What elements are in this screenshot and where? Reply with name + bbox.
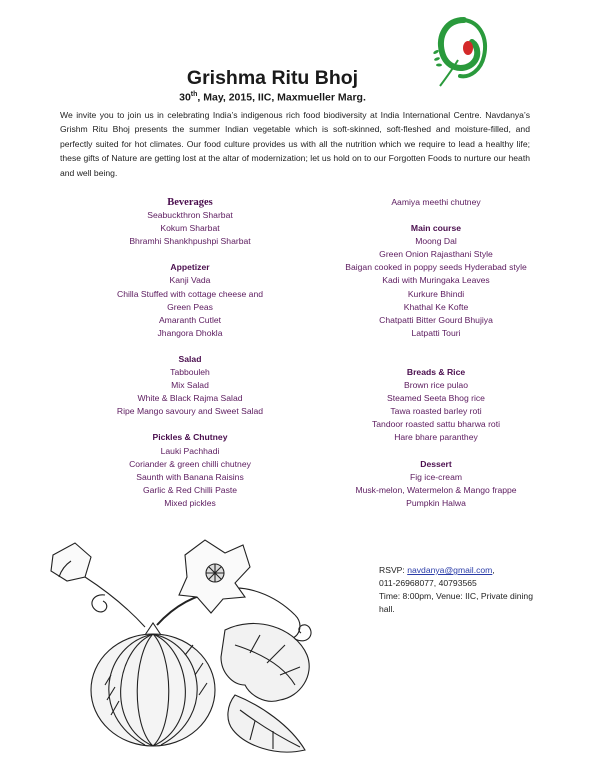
- menu-item: Aamiya meethi chutney: [391, 197, 481, 207]
- event-date-venue: 30th, May, 2015, IIC, Maxmueller Marg.: [179, 91, 366, 104]
- menu-item: Hare bhare paranthey: [394, 432, 478, 443]
- rsvp-phones: 011-26968077, 40793565: [379, 578, 477, 588]
- section-heading-main-course: Main course: [410, 223, 462, 234]
- menu-item: Chilla Stuffed with cottage cheese and: [116, 288, 264, 299]
- menu-item: Lauki Pachhadi: [160, 445, 220, 456]
- menu-item: Seabuckthron Sharbat: [147, 210, 233, 221]
- menu-item: Green Onion Rajasthani Style: [379, 249, 493, 260]
- menu-item: Mix Salad: [171, 380, 209, 391]
- menu-item: Fig ice-cream: [409, 471, 463, 482]
- menu-item: Tandoor roasted sattu bharwa roti: [371, 419, 501, 430]
- menu-item: Kurkure Bhindi: [407, 288, 465, 299]
- menu-item: Kokum Sharbat: [160, 223, 220, 234]
- menu-right-column: [318, 196, 554, 510]
- section-heading-breads-rice: Breads & Rice: [406, 366, 466, 377]
- menu-item: Tawa roasted barley roti: [390, 406, 482, 417]
- menu-item: Baigan cooked in poppy seeds Hyderabad style: [345, 262, 527, 273]
- menu-item: Kanji Vada: [169, 275, 211, 286]
- menu-item: White & Black Rajma Salad: [137, 393, 243, 404]
- pumpkin-flower-illustration-icon: [45, 535, 345, 765]
- menu-item: Pumpkin Halwa: [406, 497, 466, 508]
- menu-item: Brown rice pulao: [403, 380, 468, 391]
- menu-item: Amaranth Cutlet: [158, 314, 222, 325]
- intro-paragraph: We invite you to join us in celebrating India’s indigenous rich food biodiversity at India International Centre. Navdanya’s Grishm Ritu Bhoj presents the summer Indian vegetable which is soft-skinned, soft-fleshed and moisture-filled, and perfectly suited for hot climates. Our food culture provides us with all the nutrition which we require to lead a healthy life; these gifts of Nature are getting lost at the altar of modernization; let us hold on to our Forgotten Foods to nurture our heath and well being.: [60, 110, 530, 178]
- menu-item: Coriander & green chilli chutney: [129, 458, 251, 469]
- section-heading-salad: Salad: [178, 353, 202, 364]
- section-heading-pickles: Pickles & Chutney: [152, 432, 228, 443]
- menu-item: Saunth with Banana Raisins: [136, 471, 244, 482]
- rsvp-email-link[interactable]: navdanya@gmail.com: [407, 565, 493, 575]
- rsvp-line: RSVP: navdanya@gmail.com,: [379, 565, 495, 575]
- menu-item: Garlic & Red Chilli Paste: [142, 484, 238, 495]
- rsvp-block: [379, 564, 549, 616]
- menu-item: Kadi with Muringaka Leaves: [382, 275, 490, 286]
- menu-item: Jhangora Dhokla: [157, 327, 223, 338]
- menu-item: Moong Dal: [415, 236, 457, 247]
- section-heading-beverages: Beverages: [167, 197, 213, 208]
- menu-item: Bhramhi Shankhpushpi Sharbat: [129, 236, 251, 247]
- menu-item: Musk-melon, Watermelon & Mango frappe: [355, 484, 517, 495]
- menu-item: Green Peas: [167, 301, 213, 312]
- menu-left-column: [90, 196, 290, 510]
- section-heading-dessert: Dessert: [420, 458, 452, 469]
- menu-item: Mixed pickles: [164, 497, 216, 508]
- menu-item: Steamed Seeta Bhog rice: [387, 393, 485, 404]
- menu-item: Khathal Ke Kofte: [403, 301, 469, 312]
- rsvp-time-venue: Time: 8:00pm, Venue: IIC, Private dining hall.: [379, 591, 533, 614]
- menu-item: Ripe Mango savoury and Sweet Salad: [116, 406, 264, 417]
- menu-item: Latpatti Touri: [411, 327, 461, 338]
- page-title: Grishma Ritu Bhoj: [186, 67, 359, 89]
- section-heading-appetizer: Appetizer: [170, 262, 210, 273]
- menu-item: Chatpatti Bitter Gourd Bhujiya: [379, 314, 493, 325]
- menu-item: Tabbouleh: [170, 367, 210, 378]
